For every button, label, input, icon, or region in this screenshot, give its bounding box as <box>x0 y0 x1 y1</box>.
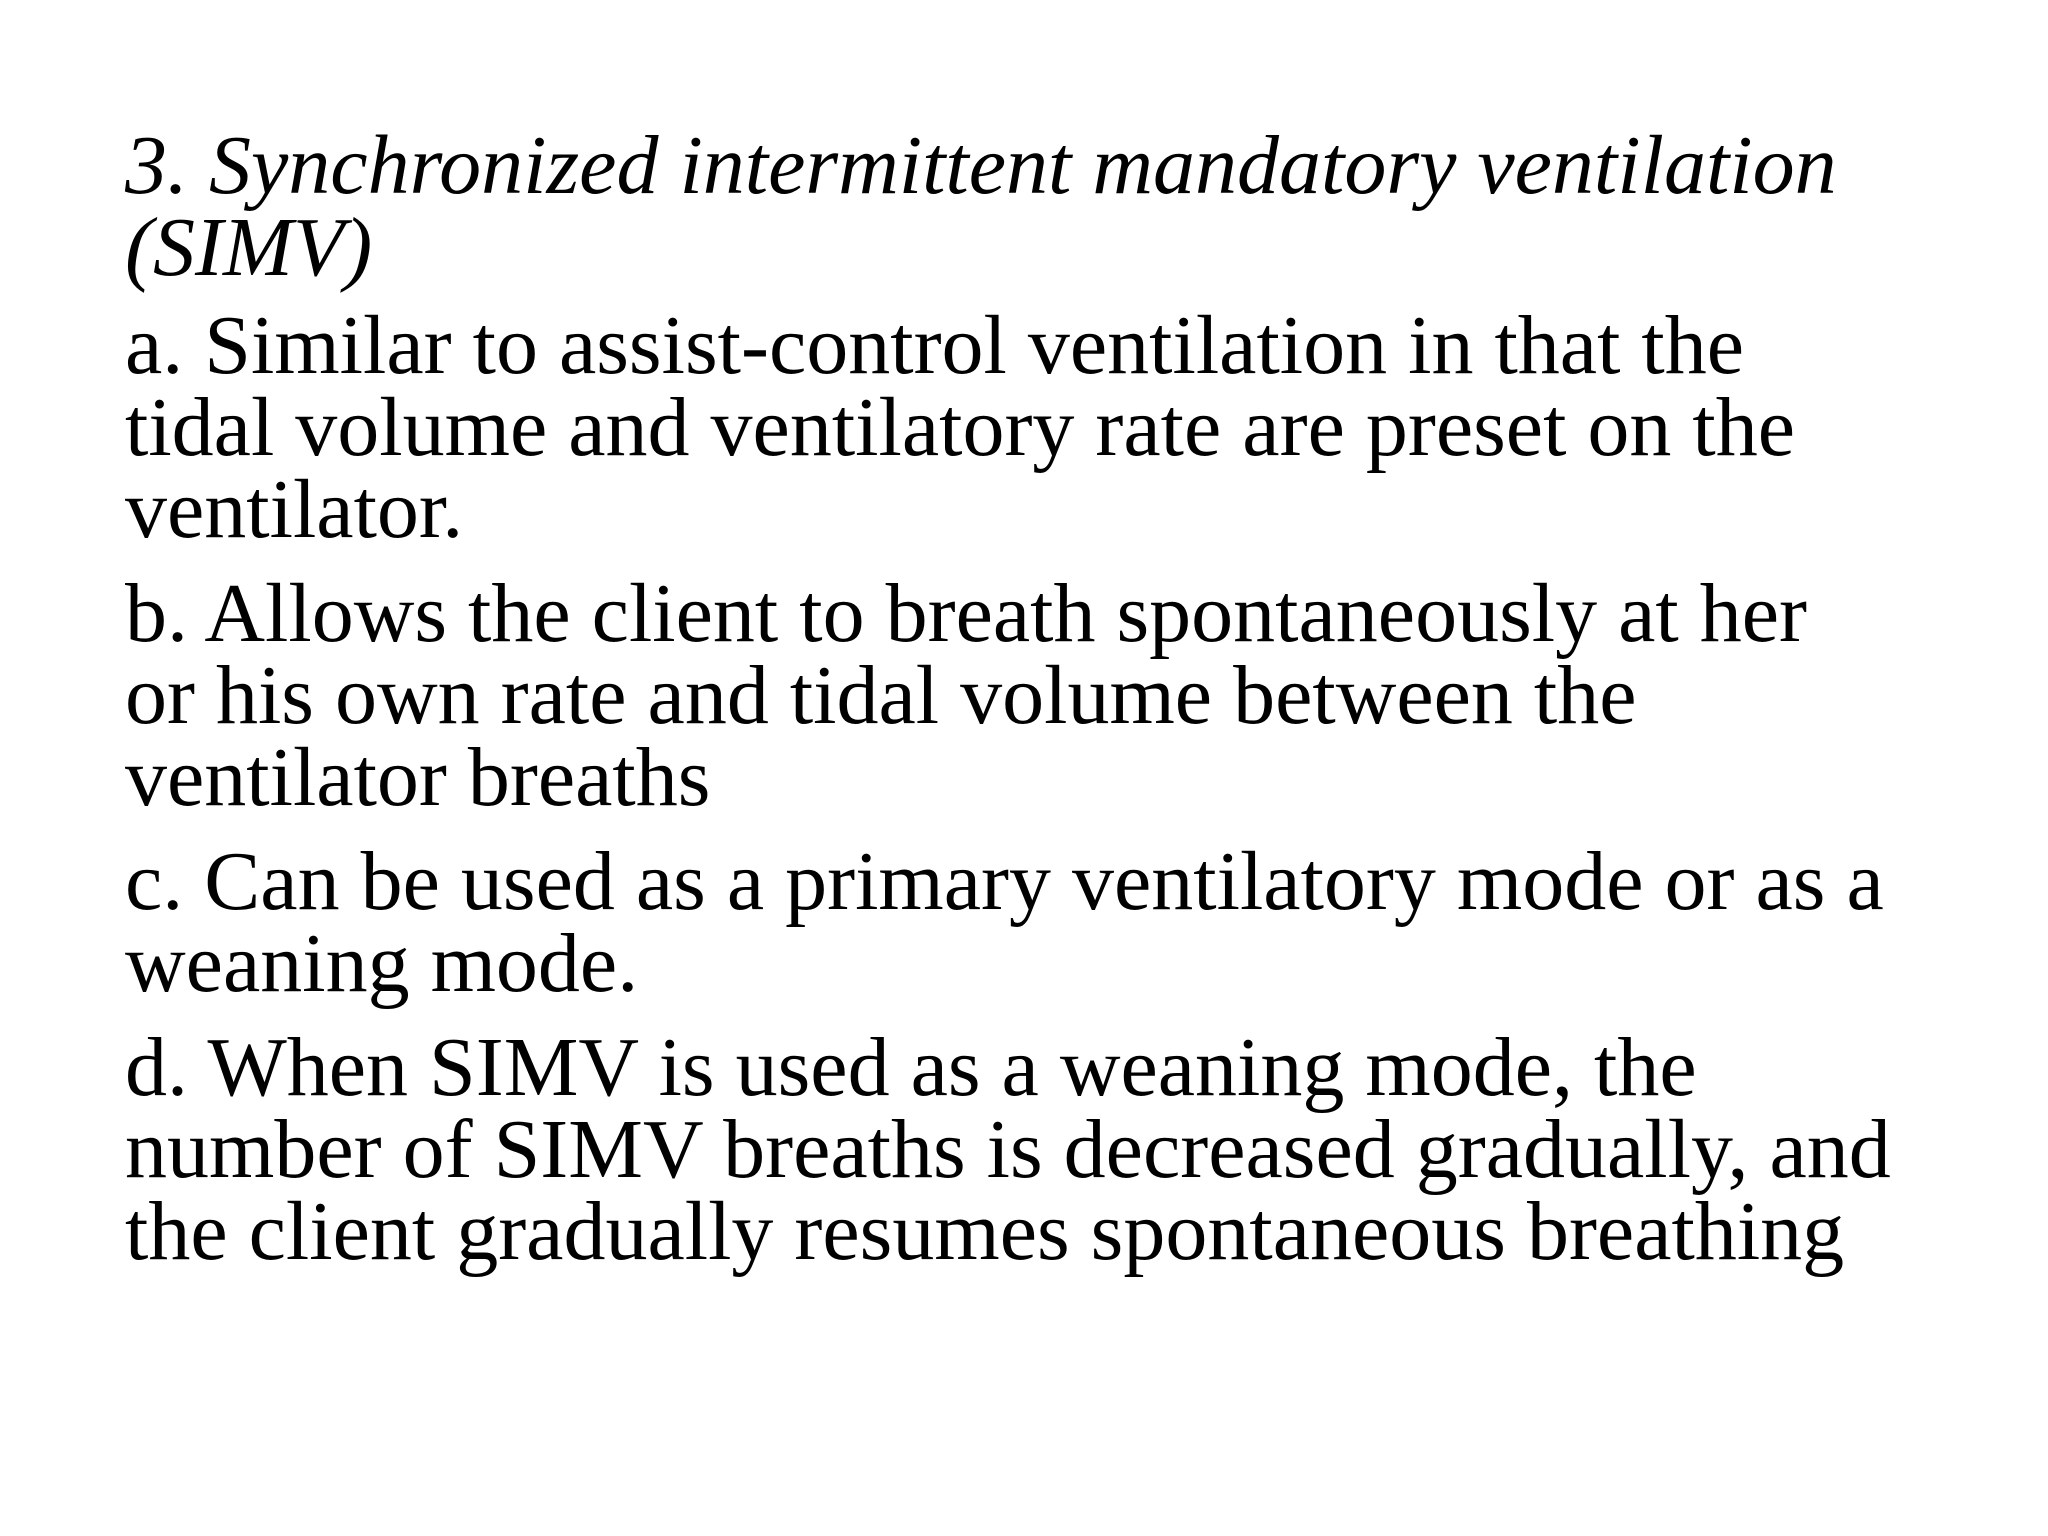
point-d <box>125 1021 1965 1278</box>
point-c <box>125 835 1965 1010</box>
slide-content <box>125 119 1965 1295</box>
point-line: weaning mode. <box>125 917 639 1010</box>
point-line: or his own rate and tidal volume between the <box>125 649 1637 742</box>
point-b <box>125 567 1965 824</box>
point-line: c. Can be used as a primary ventilatory mode or as a <box>125 835 1884 928</box>
point-line: a. Similar to assist-control ventilation in that the <box>125 299 1745 392</box>
point-line: number of SIMV breaths is decreased gradually, and <box>125 1103 1891 1196</box>
heading-line: (SIMV) <box>125 201 373 294</box>
point-line: d. When SIMV is used as a weaning mode, the <box>125 1021 1697 1114</box>
point-a <box>125 299 1965 556</box>
point-line: ventilator breaths <box>125 731 711 824</box>
heading-line: 3. Synchronized intermittent mandatory ventilation <box>125 119 1837 212</box>
point-line: tidal volume and ventilatory rate are preset on the <box>125 381 1796 474</box>
point-line: b. Allows the client to breath spontaneously at her <box>125 567 1807 660</box>
point-line: the client gradually resumes spontaneous breathing <box>125 1185 1845 1278</box>
slide-heading <box>125 119 1925 294</box>
point-line: ventilator. <box>125 463 464 556</box>
